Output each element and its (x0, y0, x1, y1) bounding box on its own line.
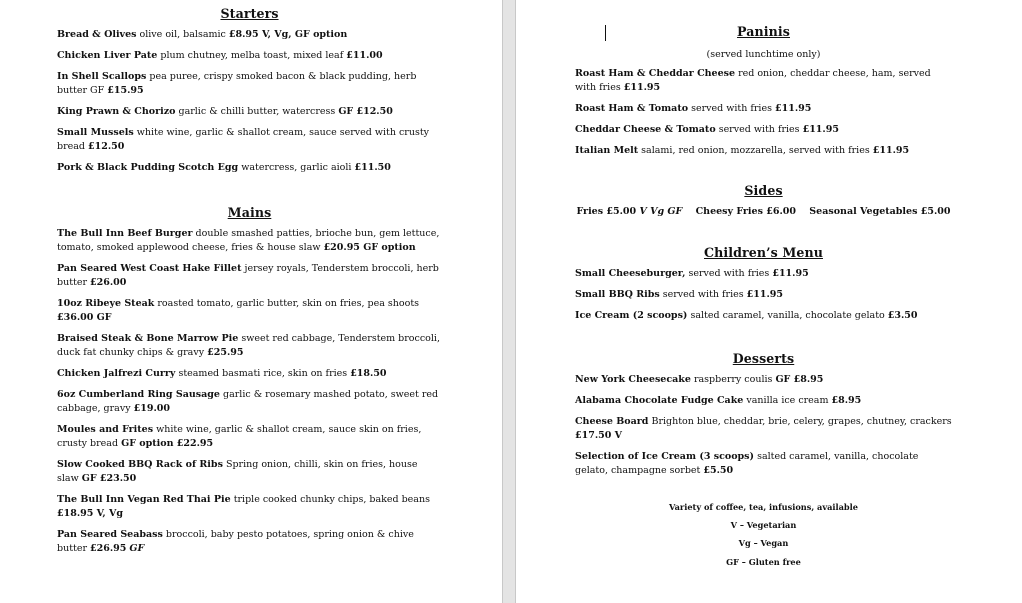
item-desc: olive oil, balsamic (139, 29, 226, 40)
legend-vegan: Vg – Vegan (738, 538, 789, 549)
menu-item (575, 450, 952, 478)
item-price: £8.95 (831, 395, 862, 406)
item-name: Alabama Chocolate Fudge Cake (575, 395, 744, 406)
menu-item (575, 123, 952, 137)
item-name: Slow Cooked BBQ Rack of Ribs (57, 459, 223, 470)
item-price: £12.50 (88, 141, 125, 152)
item-price: £11.95 (802, 124, 839, 135)
side-seasonal-vegetables: Seasonal Vegetables £5.00 (809, 206, 951, 217)
item-desc: broccoli, baby pesto potatoes, spring onion & chive butter (57, 529, 414, 554)
item-desc: steamed basmati rice, skin on fries (178, 368, 348, 379)
sides-section (575, 183, 952, 217)
section-heading-paninis: Paninis (737, 24, 790, 39)
item-desc: vanilla ice cream (746, 395, 829, 406)
menu-page-left (0, 0, 502, 603)
item-price: £17.50 V (575, 430, 623, 441)
menu-item (57, 493, 442, 521)
section-heading-mains: Mains (227, 205, 272, 220)
item-price: £11.50 (354, 162, 391, 173)
paninis-section (575, 24, 952, 158)
item-price: GF £8.95 (775, 374, 824, 385)
paninis-note: (served lunchtime only) (706, 49, 821, 60)
item-desc: double smashed patties, brioche bun, gem lettuce, tomato, smoked applewood cheese, fries & house slaw (57, 228, 440, 253)
item-desc: Spring onion, chilli, skin on fries, house slaw (57, 459, 418, 484)
item-desc: served with fries (718, 124, 800, 135)
item-name: Roast Ham & Tomato (575, 103, 689, 114)
item-desc: plum chutney, melba toast, mixed leaf (160, 50, 344, 61)
menu-item (575, 67, 952, 95)
menu-item (575, 267, 952, 281)
section-heading-childrens-menu: Children’s Menu (704, 245, 823, 260)
item-name: Italian Melt (575, 145, 639, 156)
item-name: Pan Seared West Coast Hake Fillet (57, 263, 242, 274)
item-price: £20.95 GF option (323, 242, 416, 253)
item-price: £8.95 V, Vg, GF option (228, 29, 348, 40)
mains-section (57, 205, 442, 556)
menu-item (57, 423, 442, 451)
item-name: 10oz Ribeye Steak (57, 298, 155, 309)
item-price: £15.95 (107, 85, 144, 96)
sides-line (575, 206, 952, 217)
item-price: £18.95 V, Vg (57, 508, 124, 519)
menu-item (575, 288, 952, 302)
item-name: Cheese Board (575, 416, 649, 427)
item-price: £11.95 (623, 82, 661, 93)
legend-section (575, 498, 952, 571)
menu-item (57, 332, 442, 360)
item-desc: white wine, garlic & shallot cream, sauce served with crusty bread (57, 127, 430, 152)
item-price: GF option £22.95 (121, 438, 214, 449)
legend-vegetarian: V – Vegetarian (730, 520, 797, 531)
item-desc: served with fries (688, 268, 770, 279)
item-name: Small BBQ Ribs (575, 289, 660, 300)
item-price: £11.95 (746, 289, 784, 300)
item-name: Cheddar Cheese & Tomato (575, 124, 716, 135)
coffee-note: Variety of coffee, tea, infusions, available (669, 502, 858, 512)
menu-item (57, 227, 442, 255)
item-name: New York Cheesecake (575, 374, 691, 385)
item-desc: garlic & rosemary mashed potato, sweet red cabbage, gravy (57, 389, 439, 414)
item-price: £11.95 (772, 268, 809, 279)
item-price: £3.50 (887, 310, 918, 321)
item-name: Bread & Olives (57, 29, 137, 40)
menu-item (57, 70, 442, 98)
menu-item (575, 309, 952, 323)
item-name: Small Cheeseburger, (575, 268, 686, 279)
menu-page-right (516, 0, 1022, 603)
item-name: Small Mussels (57, 127, 134, 138)
menu-item (57, 297, 442, 325)
item-name: Selection of Ice Cream (3 scoops) (575, 451, 755, 462)
side-cheesy-fries: Cheesy Fries £6.00 (695, 206, 796, 217)
legend-gluten-free: GF – Gluten free (726, 556, 801, 567)
item-name: Chicken Jalfrezi Curry (57, 368, 176, 379)
menu-item (575, 144, 952, 158)
item-price: £26.00 (90, 277, 127, 288)
menu-item (575, 394, 952, 408)
item-desc: roasted tomato, garlic butter, skin on fries, pea shoots (157, 298, 420, 309)
item-name: The Bull Inn Beef Burger (57, 228, 193, 239)
menu-item (57, 367, 442, 381)
item-price: £5.50 (703, 465, 734, 476)
item-price: £36.00 GF (57, 312, 112, 323)
menu-item (57, 161, 442, 175)
item-price: £18.50 (350, 368, 387, 379)
item-desc: triple cooked chunky chips, baked beans (233, 494, 430, 505)
item-name: Pork & Black Pudding Scotch Egg (57, 162, 239, 173)
item-desc: salted caramel, vanilla, chocolate gelato, champagne sorbet (575, 451, 919, 476)
item-price: £25.95 (207, 347, 244, 358)
menu-item (575, 373, 952, 387)
item-name: The Bull Inn Vegan Red Thai Pie (57, 494, 231, 505)
item-desc: white wine, garlic & shallot cream, sauce skin on fries, crusty bread (57, 424, 422, 449)
item-desc: salted caramel, vanilla, chocolate gelato (690, 310, 885, 321)
item-name: In Shell Scallops (57, 71, 147, 82)
item-price: GF £23.50 (81, 473, 137, 484)
menu-item (575, 102, 952, 116)
item-name: Pan Seared Seabass (57, 529, 163, 540)
side-fries-tags: V Vg GF (639, 206, 683, 217)
item-name: Moules and Frites (57, 424, 154, 435)
item-name: Ice Cream (2 scoops) (575, 310, 688, 321)
item-desc: watercress, garlic aioli (241, 162, 352, 173)
item-desc: salami, red onion, mozzarella, served with fries (641, 145, 870, 156)
childrens-section (575, 245, 952, 323)
menu-item (57, 388, 442, 416)
menu-item (57, 528, 442, 556)
section-heading-starters: Starters (220, 6, 279, 21)
item-desc: sweet red cabbage, Tenderstem broccoli, duck fat chunky chips & gravy (57, 333, 440, 358)
item-price: £11.95 (872, 145, 910, 156)
item-name: Chicken Liver Pate (57, 50, 158, 61)
item-name: Braised Steak & Bone Marrow Pie (57, 333, 239, 344)
item-price: GF £12.50 (338, 106, 393, 117)
item-desc: pea puree, crispy smoked bacon & black pudding, herb butter GF (57, 71, 417, 96)
item-desc: jersey royals, Tenderstem broccoli, herb butter (57, 263, 439, 288)
menu-item (57, 49, 442, 63)
item-price: £11.95 (774, 103, 812, 114)
menu-item (57, 126, 442, 154)
page-gutter (502, 0, 516, 603)
item-desc: served with fries (691, 103, 772, 114)
menu-item (57, 262, 442, 290)
item-desc: raspberry coulis (693, 374, 773, 385)
menu-item (57, 105, 442, 119)
item-desc: red onion, cheddar cheese, ham, served with fries (575, 68, 931, 93)
desserts-section (575, 351, 952, 478)
section-heading-desserts: Desserts (732, 351, 795, 366)
item-desc: served with fries (662, 289, 744, 300)
item-desc: Brighton blue, cheddar, brie, celery, grapes, chutney, crackers (651, 416, 952, 427)
menu-item (57, 458, 442, 486)
item-name: 6oz Cumberland Ring Sausage (57, 389, 220, 400)
item-desc: garlic & chilli butter, watercress (178, 106, 336, 117)
section-heading-sides: Sides (744, 183, 783, 198)
item-price: £19.00 (133, 403, 170, 414)
item-price: £11.00 (346, 50, 383, 61)
menu-item (57, 28, 442, 42)
starters-section (57, 6, 442, 175)
side-fries: Fries £5.00 (576, 206, 637, 217)
menu-item (575, 415, 952, 443)
item-name: King Prawn & Chorizo (57, 106, 176, 117)
item-price: £26.95 (90, 543, 127, 554)
item-name: Roast Ham & Cheddar Cheese (575, 68, 736, 79)
item-tag: GF (129, 543, 145, 554)
text-cursor (605, 25, 606, 41)
